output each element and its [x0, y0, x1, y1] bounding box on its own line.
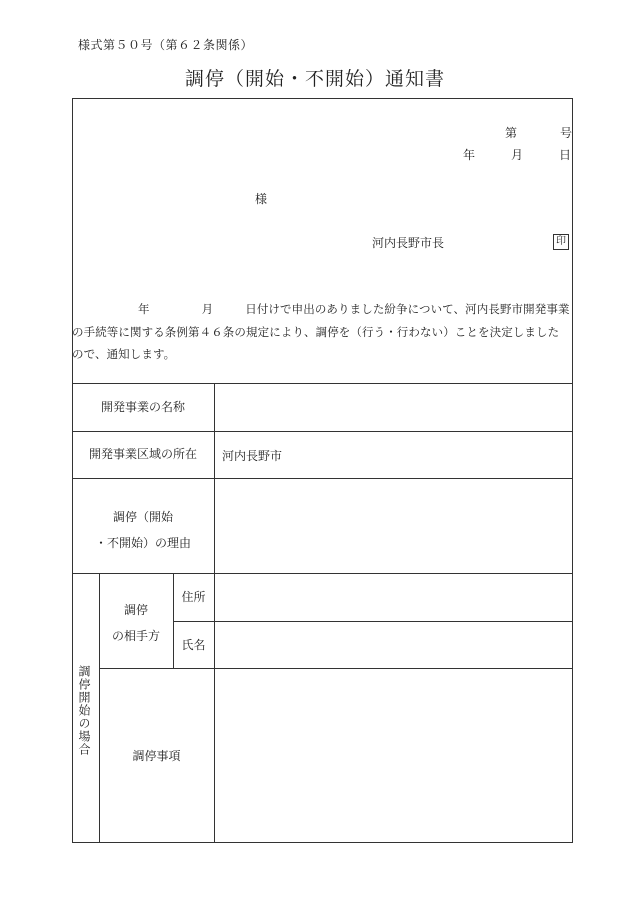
addressee-suffix: 様 — [255, 192, 268, 206]
form-frame — [72, 98, 573, 843]
date-year: 年 — [463, 148, 476, 162]
counterparty-label-line-1: 調停 — [123, 603, 148, 617]
number-go: 号 — [560, 126, 573, 140]
notice-body-line-3: ので、通知します。 — [72, 347, 176, 361]
notice-body — [72, 298, 572, 366]
date-month: 月 — [511, 148, 524, 162]
address-label: 住所 — [181, 590, 206, 604]
body-year-label: 年 — [138, 302, 150, 316]
seal-mark: 印 — [553, 234, 569, 250]
form-number-label: 様式第５０号（第６２条関係） — [78, 38, 254, 52]
counterparty-label — [99, 597, 173, 649]
reason-label-line-2: ・不開始）の理由 — [94, 536, 191, 550]
location-label: 開発事業区域の所在 — [88, 447, 197, 461]
notice-body-line-1 — [80, 298, 572, 321]
body-month-label: 月 — [201, 302, 214, 316]
issuer-name: 河内長野市長 — [372, 236, 445, 250]
reason-label-line-1: 調停（開始 — [112, 510, 173, 524]
location-value: 河内長野市 — [222, 449, 283, 463]
reason-label — [72, 504, 214, 556]
document-title: 調停（開始・不開始）通知書 — [184, 68, 445, 90]
counterparty-label-line-2: の相手方 — [111, 629, 160, 643]
number-dai: 第 — [505, 126, 518, 140]
notice-body-line-2: の手続等に関する条例第４６条の規定により、調停を（行う・行わない）ことを決定しました — [72, 324, 560, 339]
name-label: 氏名 — [181, 638, 206, 652]
matters-label: 調停事項 — [132, 749, 181, 763]
date-day: 日 — [559, 148, 572, 162]
project-name-label: 開発事業の名称 — [100, 400, 185, 414]
body-line1-rest: 日付けで申出のありました紛争について、河内長野市開発事業 — [245, 302, 570, 316]
start-case-label: 調停開始の場合 — [77, 665, 91, 756]
